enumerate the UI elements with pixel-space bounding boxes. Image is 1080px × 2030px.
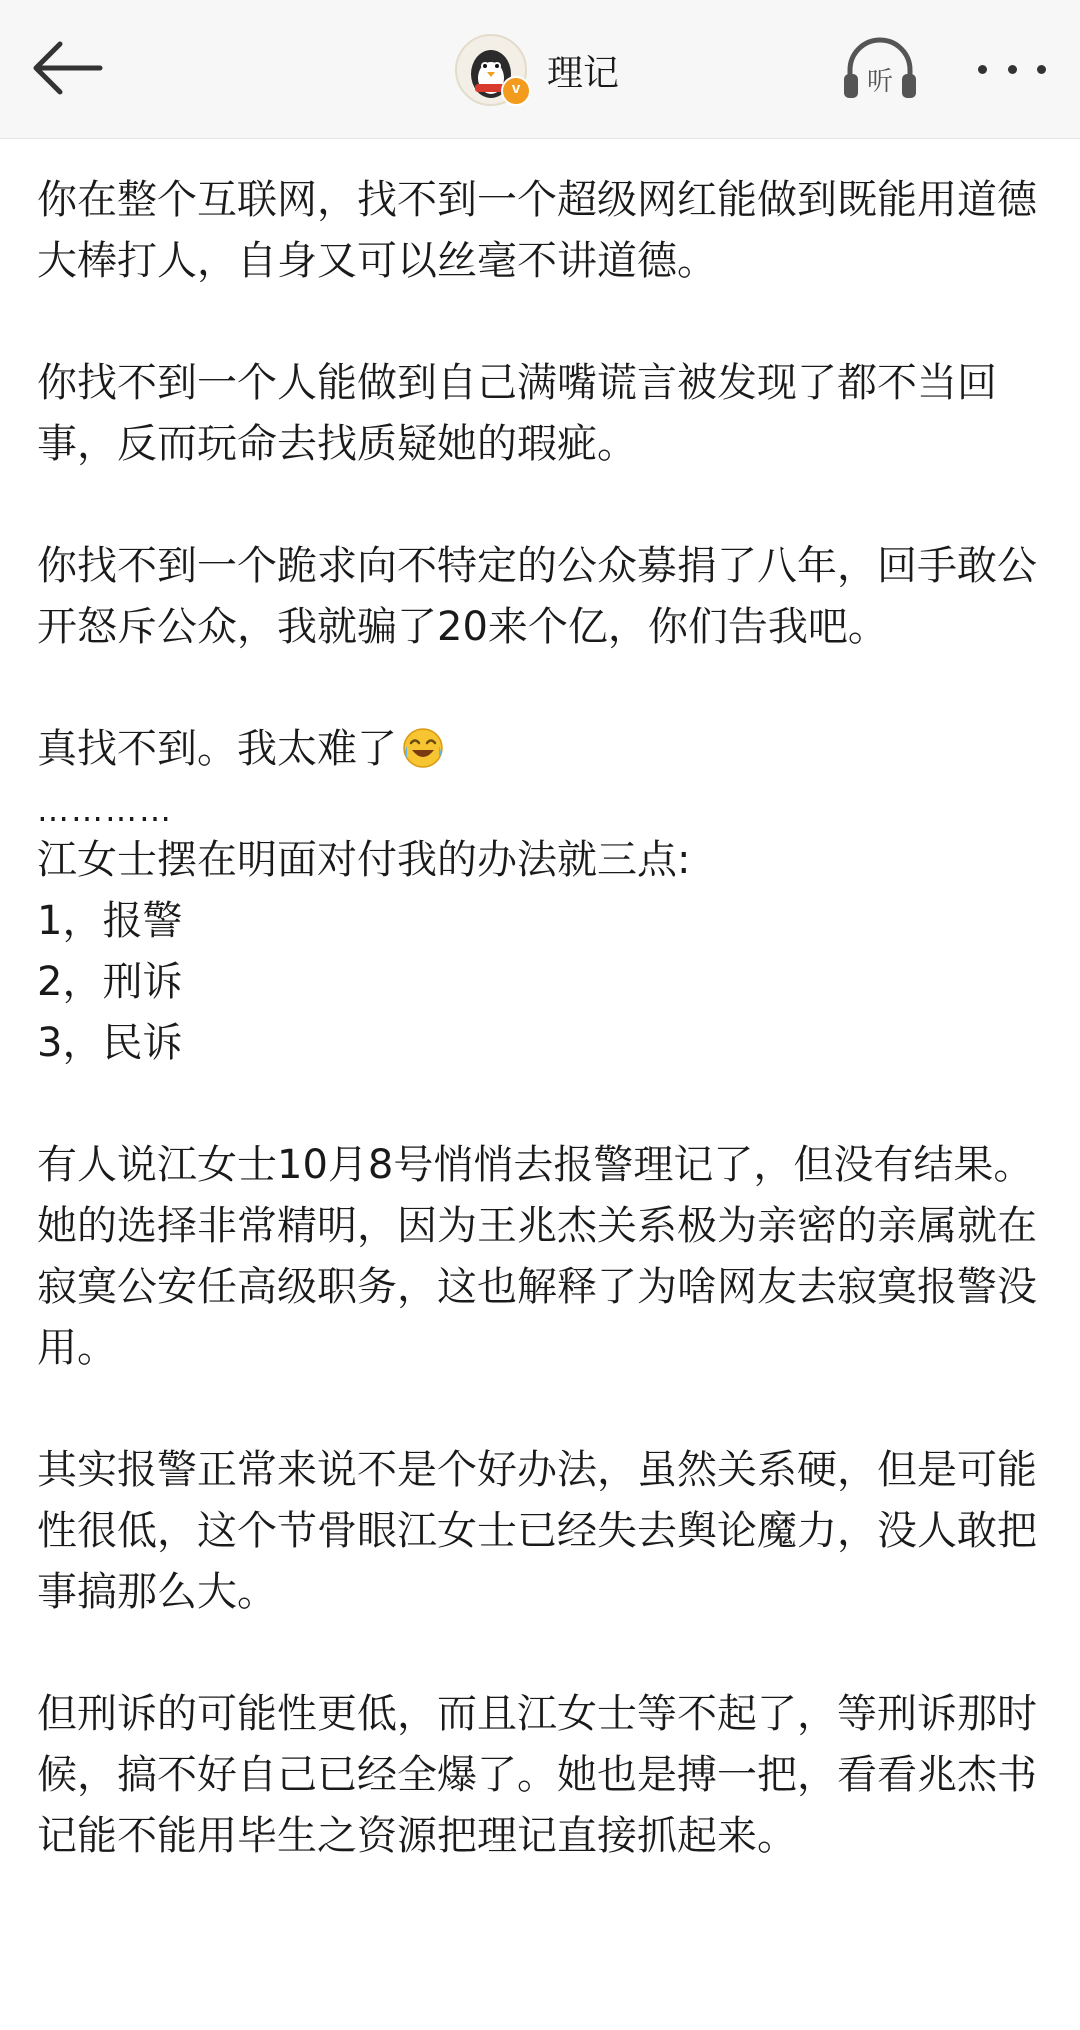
- more-dot: [1037, 65, 1046, 74]
- post-paragraph: 你在整个互联网，找不到一个超级网红能做到既能用道德大棒打人，自身又可以丝毫不讲道德。: [37, 177, 1037, 284]
- verified-badge: v: [501, 76, 531, 106]
- more-dot: [978, 65, 987, 74]
- ellipsis-divider: …………: [37, 791, 173, 829]
- listen-button[interactable]: [840, 34, 920, 104]
- avatar[interactable]: [455, 34, 527, 106]
- post-paragraph: 有人说江女士10月8号悄悄去报警理记了，但没有结果。她的选择非常精明，因为王兆杰关系极为亲密的亲属就在寂寞公安任高级职务，这也解释了为啥网友去寂寞报警没用。: [37, 1142, 1037, 1371]
- more-button[interactable]: [972, 44, 1052, 94]
- list-intro: 江女士摆在明面对付我的办法就三点:: [37, 837, 691, 883]
- post-content: [37, 170, 1047, 1928]
- account-name[interactable]: 理记: [547, 52, 620, 94]
- account-header[interactable]: [455, 30, 619, 110]
- laughing-crying-emoji: [401, 726, 445, 788]
- list-item: 1，报警: [37, 898, 183, 944]
- post-paragraph: 你找不到一个人能做到自己满嘴谎言被发现了都不当回事，反而玩命去找质疑她的瑕疵。: [37, 360, 997, 467]
- listen-label: 听: [866, 67, 894, 97]
- post-paragraph-with-emoji: [37, 719, 1047, 788]
- back-arrow-icon: [28, 38, 104, 98]
- post-paragraph: 但刑诉的可能性更低，而且江女士等不起了，等刑诉那时候，搞不好自己已经全爆了。她也是搏一把，看看兆杰书记能不能用毕生之资源把理记直接抓起来。: [37, 1691, 1037, 1859]
- back-button[interactable]: [24, 34, 108, 102]
- post-paragraph: 其实报警正常来说不是个好办法，虽然关系硬，但是可能性很低，这个节骨眼江女士已经失去舆论魔力，没人敢把事搞那么大。: [37, 1447, 1037, 1615]
- post-paragraph: 真找不到。我太难了: [37, 726, 397, 772]
- headphones-icon: [840, 34, 920, 104]
- more-dot: [1008, 65, 1017, 74]
- list-item: 3，民诉: [37, 1020, 183, 1066]
- post-paragraph: 你找不到一个跪求向不特定的公众募捐了八年，回手敢公开怒斥公众，我就骗了20来个亿，你们告我吧。: [37, 543, 1037, 650]
- top-navigation-bar: [0, 0, 1080, 139]
- list-item: 2，刑诉: [37, 959, 183, 1005]
